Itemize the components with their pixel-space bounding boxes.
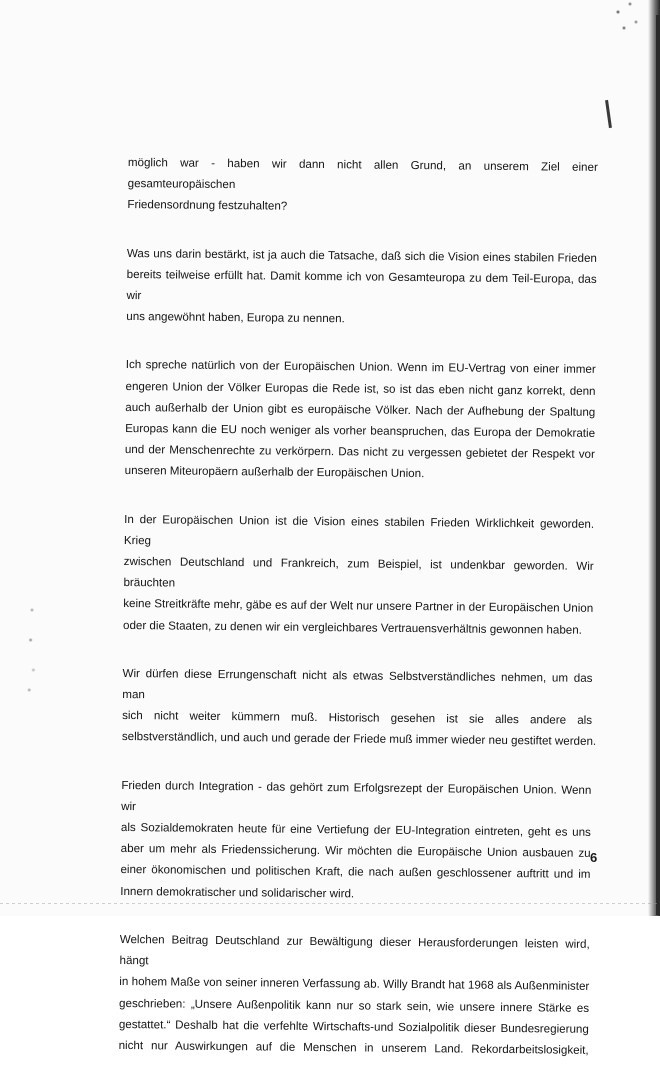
text-line: zwischen Deutschland und Frankreich, zum Beispiel, ist undenkbar geworden. Wir bräuchten (123, 555, 594, 590)
text-line: Ich spreche natürlich von der Europäischen Union. Wenn im EU-Vertrag von einer immer (125, 358, 596, 377)
text-line: bereits teilweise erfüllt hat. Damit komme ich von Gesamteuropa zu dem Teil-Europa, das wir (126, 267, 597, 303)
paragraph-3 (125, 354, 596, 486)
paragraph-1 (127, 152, 598, 221)
text-line: Wir dürfen diese Errungenschaft nicht als etwas Selbstverständliches nehmen, um das man (122, 666, 593, 702)
text-line: aber um mehr als Friedenssicherung. Wir möchten die Europäische Union ausbauen zu (120, 842, 591, 861)
text-line: Innern demokratischer und solidarischer wird. (120, 884, 355, 901)
text-line: sich nicht weiter kümmern muß. Historisch gesehen ist sie alles andere als (122, 709, 593, 728)
scan-mark (605, 100, 612, 128)
scan-edge-bar (656, 15, 660, 915)
scan-speckle-top (612, 0, 642, 40)
text-line: auch außerhalb der Union gibt es europäische Völker. Nach der Aufhebung der Spaltung (125, 400, 596, 419)
text-line: Was uns darin bestärkt, ist ja auch die Tatsache, daß sich die Vision eines stabilen Frieden (126, 246, 597, 265)
text-line: möglich war - haben wir dann nicht allen Grund, an unserem Ziel einer gesamteuropäischen (127, 155, 598, 192)
text-line: Welchen Beitrag Deutschland zur Bewältigung dieser Herausforderungen leisten wird, hängt (119, 932, 590, 968)
text-line: als Sozialdemokraten heute für eine Vertiefung der EU-Integration eintreten, geht es uns (120, 821, 591, 839)
text-line: In der Europäischen Union ist die Vision eines stabilen Frieden Wirklichkeit geworden. Krieg (123, 512, 595, 548)
text-line: geschrieben: „Unsere Außenpolitik kann nur so stark sein, wie unsere innere Stärke es (119, 996, 590, 1015)
text-line: Frieden durch Integration - das gehört zum Erfolgsrezept der Europäischen Union. Wenn wir (121, 778, 592, 813)
text-line: selbstverständlich, und auch und gerade der Friede muß immer wieder neu gestiftet werden. (121, 730, 597, 749)
text-line: und der Menschenrechte zu verkörpern. Das nicht zu vergessen gebietet der Respekt vor (124, 443, 595, 462)
text-line: oder die Staaten, zu denen wir ein vergleichbares Vertrauensverhältnis gewonnen haben. (122, 618, 582, 637)
text-line: uns angewöhnt haben, Europa zu nennen. (126, 310, 345, 326)
text-line: engeren Union der Völker Europas die Rede ist, so ist das eben nicht ganz korrekt, denn (125, 379, 596, 398)
scan-speckle-left (25, 600, 39, 700)
text-line: in hohem Maße von seiner inneren Verfassung ab. Willy Brandt hat 1968 als Außenminister (119, 975, 590, 994)
paragraph-5 (121, 663, 597, 753)
paragraph-6 (120, 775, 591, 907)
page-number: 6 (590, 850, 598, 865)
text-line: unseren Miteuropäern außerhalb der Europäischen Union. (124, 464, 425, 481)
text-line: Friedensordnung festzuhalten? (127, 198, 288, 214)
paragraph-7 (119, 929, 590, 1061)
text-line: einer ökonomischen und politischen Kraft, die nach außen geschlossener auftritt und im (120, 863, 591, 882)
paragraph-4 (123, 509, 594, 641)
text-line: gestattet.“ Deshalb hat die verfehlte Wirtschafts-und Sozialpolitik dieser Bundesregierung (118, 1017, 589, 1036)
text-line: keine Streitkräfte mehr, gäbe es auf der Welt nur unsere Partner in der Europäischen Union (123, 597, 594, 616)
paragraph-2 (126, 243, 597, 333)
text-line: Europas kann die EU noch weniger als vorher beanspruchen, das Europa der Demokratie (125, 422, 596, 440)
document-body (118, 152, 598, 1088)
text-line: nicht nur Auswirkungen auf die Menschen in unserem Land. Rekordarbeitslosigkeit, (118, 1038, 589, 1057)
